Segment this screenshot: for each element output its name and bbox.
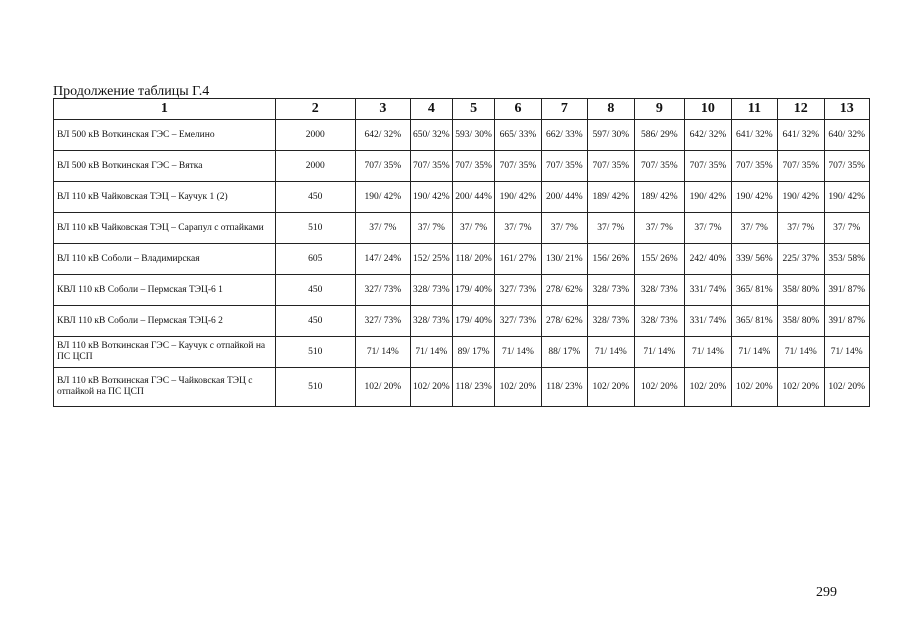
header-cell: 3 bbox=[355, 99, 410, 120]
header-cell: 1 bbox=[54, 99, 276, 120]
load-cell: 37/ 7% bbox=[495, 213, 541, 244]
load-cell: 665/ 33% bbox=[495, 120, 541, 151]
load-cell: 327/ 73% bbox=[495, 275, 541, 306]
load-cell: 37/ 7% bbox=[824, 213, 870, 244]
capacity-cell: 605 bbox=[275, 244, 355, 275]
load-cell: 118/ 23% bbox=[453, 368, 495, 407]
capacity-cell: 450 bbox=[275, 306, 355, 337]
load-cell: 71/ 14% bbox=[495, 337, 541, 368]
load-cell: 328/ 73% bbox=[410, 306, 452, 337]
table-caption: Продолжение таблицы Г.4 bbox=[53, 84, 210, 99]
load-cell: 597/ 30% bbox=[588, 120, 634, 151]
load-cell: 179/ 40% bbox=[453, 275, 495, 306]
load-cell: 190/ 42% bbox=[778, 182, 824, 213]
load-cell: 331/ 74% bbox=[685, 275, 731, 306]
load-cell: 358/ 80% bbox=[778, 275, 824, 306]
header-cell: 10 bbox=[685, 99, 731, 120]
load-cell: 71/ 14% bbox=[685, 337, 731, 368]
line-name-cell: ВЛ 110 кВ Чайковская ТЭЦ – Сарапул с отпайками bbox=[54, 213, 276, 244]
header-cell: 4 bbox=[410, 99, 452, 120]
table-row bbox=[54, 120, 870, 151]
data-table bbox=[53, 98, 870, 407]
load-cell: 190/ 42% bbox=[685, 182, 731, 213]
load-cell: 37/ 7% bbox=[453, 213, 495, 244]
load-cell: 37/ 7% bbox=[355, 213, 410, 244]
load-cell: 650/ 32% bbox=[410, 120, 452, 151]
load-cell: 71/ 14% bbox=[634, 337, 685, 368]
load-cell: 152/ 25% bbox=[410, 244, 452, 275]
load-cell: 118/ 20% bbox=[453, 244, 495, 275]
table-row bbox=[54, 151, 870, 182]
load-cell: 37/ 7% bbox=[634, 213, 685, 244]
load-cell: 642/ 32% bbox=[685, 120, 731, 151]
load-cell: 707/ 35% bbox=[588, 151, 634, 182]
load-cell: 331/ 74% bbox=[685, 306, 731, 337]
table-row bbox=[54, 213, 870, 244]
load-cell: 707/ 35% bbox=[634, 151, 685, 182]
load-cell: 71/ 14% bbox=[731, 337, 777, 368]
table-row bbox=[54, 244, 870, 275]
load-cell: 37/ 7% bbox=[778, 213, 824, 244]
load-cell: 190/ 42% bbox=[410, 182, 452, 213]
load-cell: 707/ 35% bbox=[410, 151, 452, 182]
load-cell: 37/ 7% bbox=[731, 213, 777, 244]
load-cell: 102/ 20% bbox=[731, 368, 777, 407]
load-cell: 707/ 35% bbox=[453, 151, 495, 182]
load-cell: 339/ 56% bbox=[731, 244, 777, 275]
header-cell: 8 bbox=[588, 99, 634, 120]
load-cell: 190/ 42% bbox=[731, 182, 777, 213]
load-cell: 328/ 73% bbox=[634, 306, 685, 337]
load-cell: 641/ 32% bbox=[778, 120, 824, 151]
line-name-cell: КВЛ 110 кВ Соболи – Пермская ТЭЦ-6 2 bbox=[54, 306, 276, 337]
table-row bbox=[54, 306, 870, 337]
load-cell: 200/ 44% bbox=[541, 182, 587, 213]
load-cell: 707/ 35% bbox=[824, 151, 870, 182]
load-cell: 391/ 87% bbox=[824, 306, 870, 337]
load-cell: 102/ 20% bbox=[824, 368, 870, 407]
load-cell: 593/ 30% bbox=[453, 120, 495, 151]
load-cell: 102/ 20% bbox=[778, 368, 824, 407]
load-cell: 242/ 40% bbox=[685, 244, 731, 275]
load-cell: 102/ 20% bbox=[410, 368, 452, 407]
load-cell: 707/ 35% bbox=[731, 151, 777, 182]
load-cell: 189/ 42% bbox=[634, 182, 685, 213]
load-cell: 102/ 20% bbox=[355, 368, 410, 407]
load-cell: 641/ 32% bbox=[731, 120, 777, 151]
table-row bbox=[54, 337, 870, 368]
load-cell: 71/ 14% bbox=[778, 337, 824, 368]
load-cell: 37/ 7% bbox=[410, 213, 452, 244]
load-cell: 161/ 27% bbox=[495, 244, 541, 275]
capacity-cell: 510 bbox=[275, 368, 355, 407]
load-cell: 278/ 62% bbox=[541, 275, 587, 306]
load-cell: 189/ 42% bbox=[588, 182, 634, 213]
page-number: 299 bbox=[816, 585, 837, 600]
load-cell: 225/ 37% bbox=[778, 244, 824, 275]
load-cell: 707/ 35% bbox=[778, 151, 824, 182]
header-cell: 6 bbox=[495, 99, 541, 120]
load-cell: 642/ 32% bbox=[355, 120, 410, 151]
load-cell: 37/ 7% bbox=[685, 213, 731, 244]
load-cell: 328/ 73% bbox=[410, 275, 452, 306]
load-cell: 102/ 20% bbox=[634, 368, 685, 407]
load-cell: 327/ 73% bbox=[355, 306, 410, 337]
load-cell: 358/ 80% bbox=[778, 306, 824, 337]
load-cell: 200/ 44% bbox=[453, 182, 495, 213]
load-cell: 71/ 14% bbox=[410, 337, 452, 368]
line-name-cell: КВЛ 110 кВ Соболи – Пермская ТЭЦ-6 1 bbox=[54, 275, 276, 306]
load-cell: 190/ 42% bbox=[355, 182, 410, 213]
capacity-cell: 2000 bbox=[275, 120, 355, 151]
line-name-cell: ВЛ 110 кВ Воткинская ГЭС – Чайковская ТЭЦ с отпайкой на ПС ЦСП bbox=[54, 368, 276, 407]
load-cell: 71/ 14% bbox=[824, 337, 870, 368]
load-cell: 586/ 29% bbox=[634, 120, 685, 151]
load-cell: 147/ 24% bbox=[355, 244, 410, 275]
load-cell: 707/ 35% bbox=[685, 151, 731, 182]
load-cell: 640/ 32% bbox=[824, 120, 870, 151]
table-row bbox=[54, 275, 870, 306]
load-cell: 707/ 35% bbox=[355, 151, 410, 182]
load-cell: 328/ 73% bbox=[588, 306, 634, 337]
line-name-cell: ВЛ 500 кВ Воткинская ГЭС – Емелино bbox=[54, 120, 276, 151]
load-cell: 37/ 7% bbox=[541, 213, 587, 244]
capacity-cell: 450 bbox=[275, 275, 355, 306]
line-name-cell: ВЛ 110 кВ Воткинская ГЭС – Каучук с отпайкой на ПС ЦСП bbox=[54, 337, 276, 368]
load-cell: 365/ 81% bbox=[731, 275, 777, 306]
table-row bbox=[54, 368, 870, 407]
load-cell: 71/ 14% bbox=[588, 337, 634, 368]
load-cell: 37/ 7% bbox=[588, 213, 634, 244]
load-cell: 365/ 81% bbox=[731, 306, 777, 337]
load-cell: 179/ 40% bbox=[453, 306, 495, 337]
load-cell: 327/ 73% bbox=[495, 306, 541, 337]
header-cell: 11 bbox=[731, 99, 777, 120]
line-name-cell: ВЛ 500 кВ Воткинская ГЭС – Вятка bbox=[54, 151, 276, 182]
load-cell: 327/ 73% bbox=[355, 275, 410, 306]
load-cell: 88/ 17% bbox=[541, 337, 587, 368]
load-cell: 118/ 23% bbox=[541, 368, 587, 407]
load-cell: 71/ 14% bbox=[355, 337, 410, 368]
line-name-cell: ВЛ 110 кВ Соболи – Владимирская bbox=[54, 244, 276, 275]
header-cell: 2 bbox=[275, 99, 355, 120]
header-row bbox=[54, 99, 870, 120]
load-cell: 707/ 35% bbox=[541, 151, 587, 182]
load-cell: 89/ 17% bbox=[453, 337, 495, 368]
load-cell: 102/ 20% bbox=[495, 368, 541, 407]
load-cell: 190/ 42% bbox=[495, 182, 541, 213]
capacity-cell: 510 bbox=[275, 337, 355, 368]
load-cell: 278/ 62% bbox=[541, 306, 587, 337]
capacity-cell: 510 bbox=[275, 213, 355, 244]
header-cell: 12 bbox=[778, 99, 824, 120]
load-cell: 391/ 87% bbox=[824, 275, 870, 306]
capacity-cell: 450 bbox=[275, 182, 355, 213]
load-cell: 662/ 33% bbox=[541, 120, 587, 151]
table-row bbox=[54, 182, 870, 213]
load-cell: 155/ 26% bbox=[634, 244, 685, 275]
load-cell: 156/ 26% bbox=[588, 244, 634, 275]
header-cell: 7 bbox=[541, 99, 587, 120]
load-cell: 102/ 20% bbox=[588, 368, 634, 407]
load-cell: 190/ 42% bbox=[824, 182, 870, 213]
load-cell: 102/ 20% bbox=[685, 368, 731, 407]
header-cell: 13 bbox=[824, 99, 870, 120]
load-cell: 130/ 21% bbox=[541, 244, 587, 275]
load-cell: 328/ 73% bbox=[588, 275, 634, 306]
capacity-cell: 2000 bbox=[275, 151, 355, 182]
header-cell: 9 bbox=[634, 99, 685, 120]
line-name-cell: ВЛ 110 кВ Чайковская ТЭЦ – Каучук 1 (2) bbox=[54, 182, 276, 213]
load-cell: 353/ 58% bbox=[824, 244, 870, 275]
load-cell: 707/ 35% bbox=[495, 151, 541, 182]
load-cell: 328/ 73% bbox=[634, 275, 685, 306]
header-cell: 5 bbox=[453, 99, 495, 120]
